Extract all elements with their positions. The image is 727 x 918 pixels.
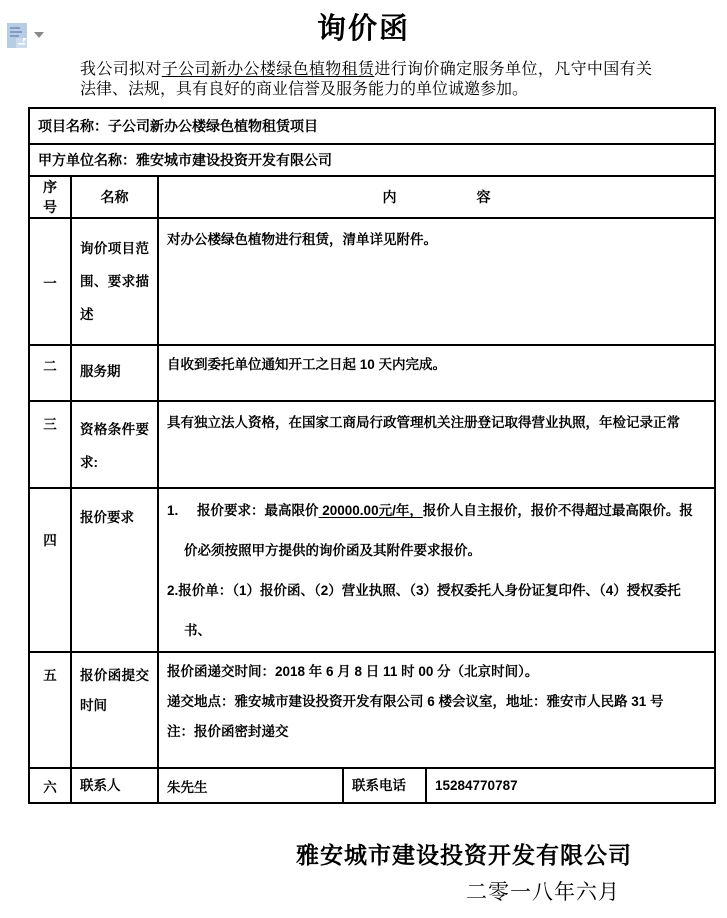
item-name-cell: 服务期 <box>71 345 158 401</box>
content-line: 对办公楼绿色植物进行租赁，清单详见附件。 <box>167 232 437 247</box>
item-name-cell: 报价要求 <box>71 488 158 652</box>
inquiry-table <box>28 107 716 804</box>
phone-number-cell: 15284770787 <box>426 768 715 803</box>
header-name-cell: 名称 <box>71 176 158 218</box>
header-content-cell <box>158 176 715 218</box>
table-row-service-period <box>29 345 715 401</box>
item-content-cell <box>158 488 715 652</box>
row-number-cell: 五 <box>29 652 71 768</box>
footer-company: 雅安城市建设投资开发有限公司 <box>296 843 632 868</box>
content-line: 自收到委托单位通知开工之日起 10 天内完成。 <box>167 357 447 372</box>
quote-item-2: 2.报价单：（1）报价函、（2）营业执照、（3）授权委托人身份证复印件、（4）授权委托书、 <box>167 583 681 638</box>
project-name-cell: 项目名称：子公司新办公楼绿色植物租赁项目 <box>29 108 715 144</box>
party-name-cell: 甲方单位名称：雅安城市建设投资开发有限公司 <box>29 144 715 176</box>
party-name-row <box>29 144 715 176</box>
contact-name-cell: 朱先生 <box>158 768 343 803</box>
row-number-cell: 六 <box>29 768 71 803</box>
table-row-contact <box>29 768 715 803</box>
header-content-right: 容 <box>476 189 491 205</box>
intro-paragraph <box>80 60 652 99</box>
item-content-cell <box>158 652 715 768</box>
quote-item-1 <box>167 491 706 571</box>
phone-label-cell: 联系电话 <box>343 768 426 803</box>
page-title: 询价函 <box>316 13 410 45</box>
item-name-cell: 联系人 <box>71 768 158 803</box>
table-row-submission-time <box>29 652 715 768</box>
quote-item-1-underlined: 20000.00元/年， <box>318 503 423 518</box>
quote-item-1-suffix: 报价人自主报价，报价不得超过最高限价。报价必须按照甲方提供的询价函及其附件要求报价。 <box>184 503 693 558</box>
project-name-row <box>29 108 715 144</box>
intro-text-suffix: 进行询价确定服务单位，凡守中国有关法律、法规，具有良好的商业信誉及服务能力的单位诚邀参加。 <box>80 61 652 98</box>
row-number-cell: 三 <box>29 401 71 488</box>
table-row-qualification <box>29 401 715 488</box>
table-header-row <box>29 176 715 218</box>
content-line: 具有独立法人资格，在国家工商局行政管理机关注册登记取得营业执照，年检记录正常 <box>167 415 680 430</box>
header-no-cell: 序号 <box>29 176 71 218</box>
header-content-left: 内 <box>382 189 397 205</box>
submit-note-line: 注：报价函密封递交 <box>167 724 289 739</box>
item-content-cell <box>158 218 715 345</box>
item-name-cell: 报价函提交时间 <box>71 652 158 768</box>
item-content-cell <box>158 345 715 401</box>
intro-text-prefix: 我公司拟对 <box>80 61 162 78</box>
submit-time-line: 报价函递交时间：2018 年 6 月 8 日 11 时 00 分（北京时间）。 <box>167 664 539 679</box>
table-row-quotation-requirements <box>29 488 715 652</box>
row-number-cell: 二 <box>29 345 71 401</box>
item-name-cell: 资格条件要求: <box>71 401 158 488</box>
submit-place-line: 递交地点：雅安城市建设投资开发有限公司 6 楼会议室，地址：雅安市人民路 31 号 <box>167 694 664 709</box>
quote-item-1-prefix: 1. 报价要求：最高限价 <box>167 503 319 518</box>
item-content-cell <box>158 401 715 488</box>
footer-date: 二零一八年六月 <box>466 880 620 904</box>
table-row-scope <box>29 218 715 345</box>
intro-underlined-text: 子公司新办公楼绿色植物租赁 <box>161 61 375 78</box>
row-number-cell: 一 <box>29 218 71 345</box>
item-name-cell: 询价项目范围、要求描述 <box>71 218 158 345</box>
row-number-cell: 四 <box>29 488 71 652</box>
